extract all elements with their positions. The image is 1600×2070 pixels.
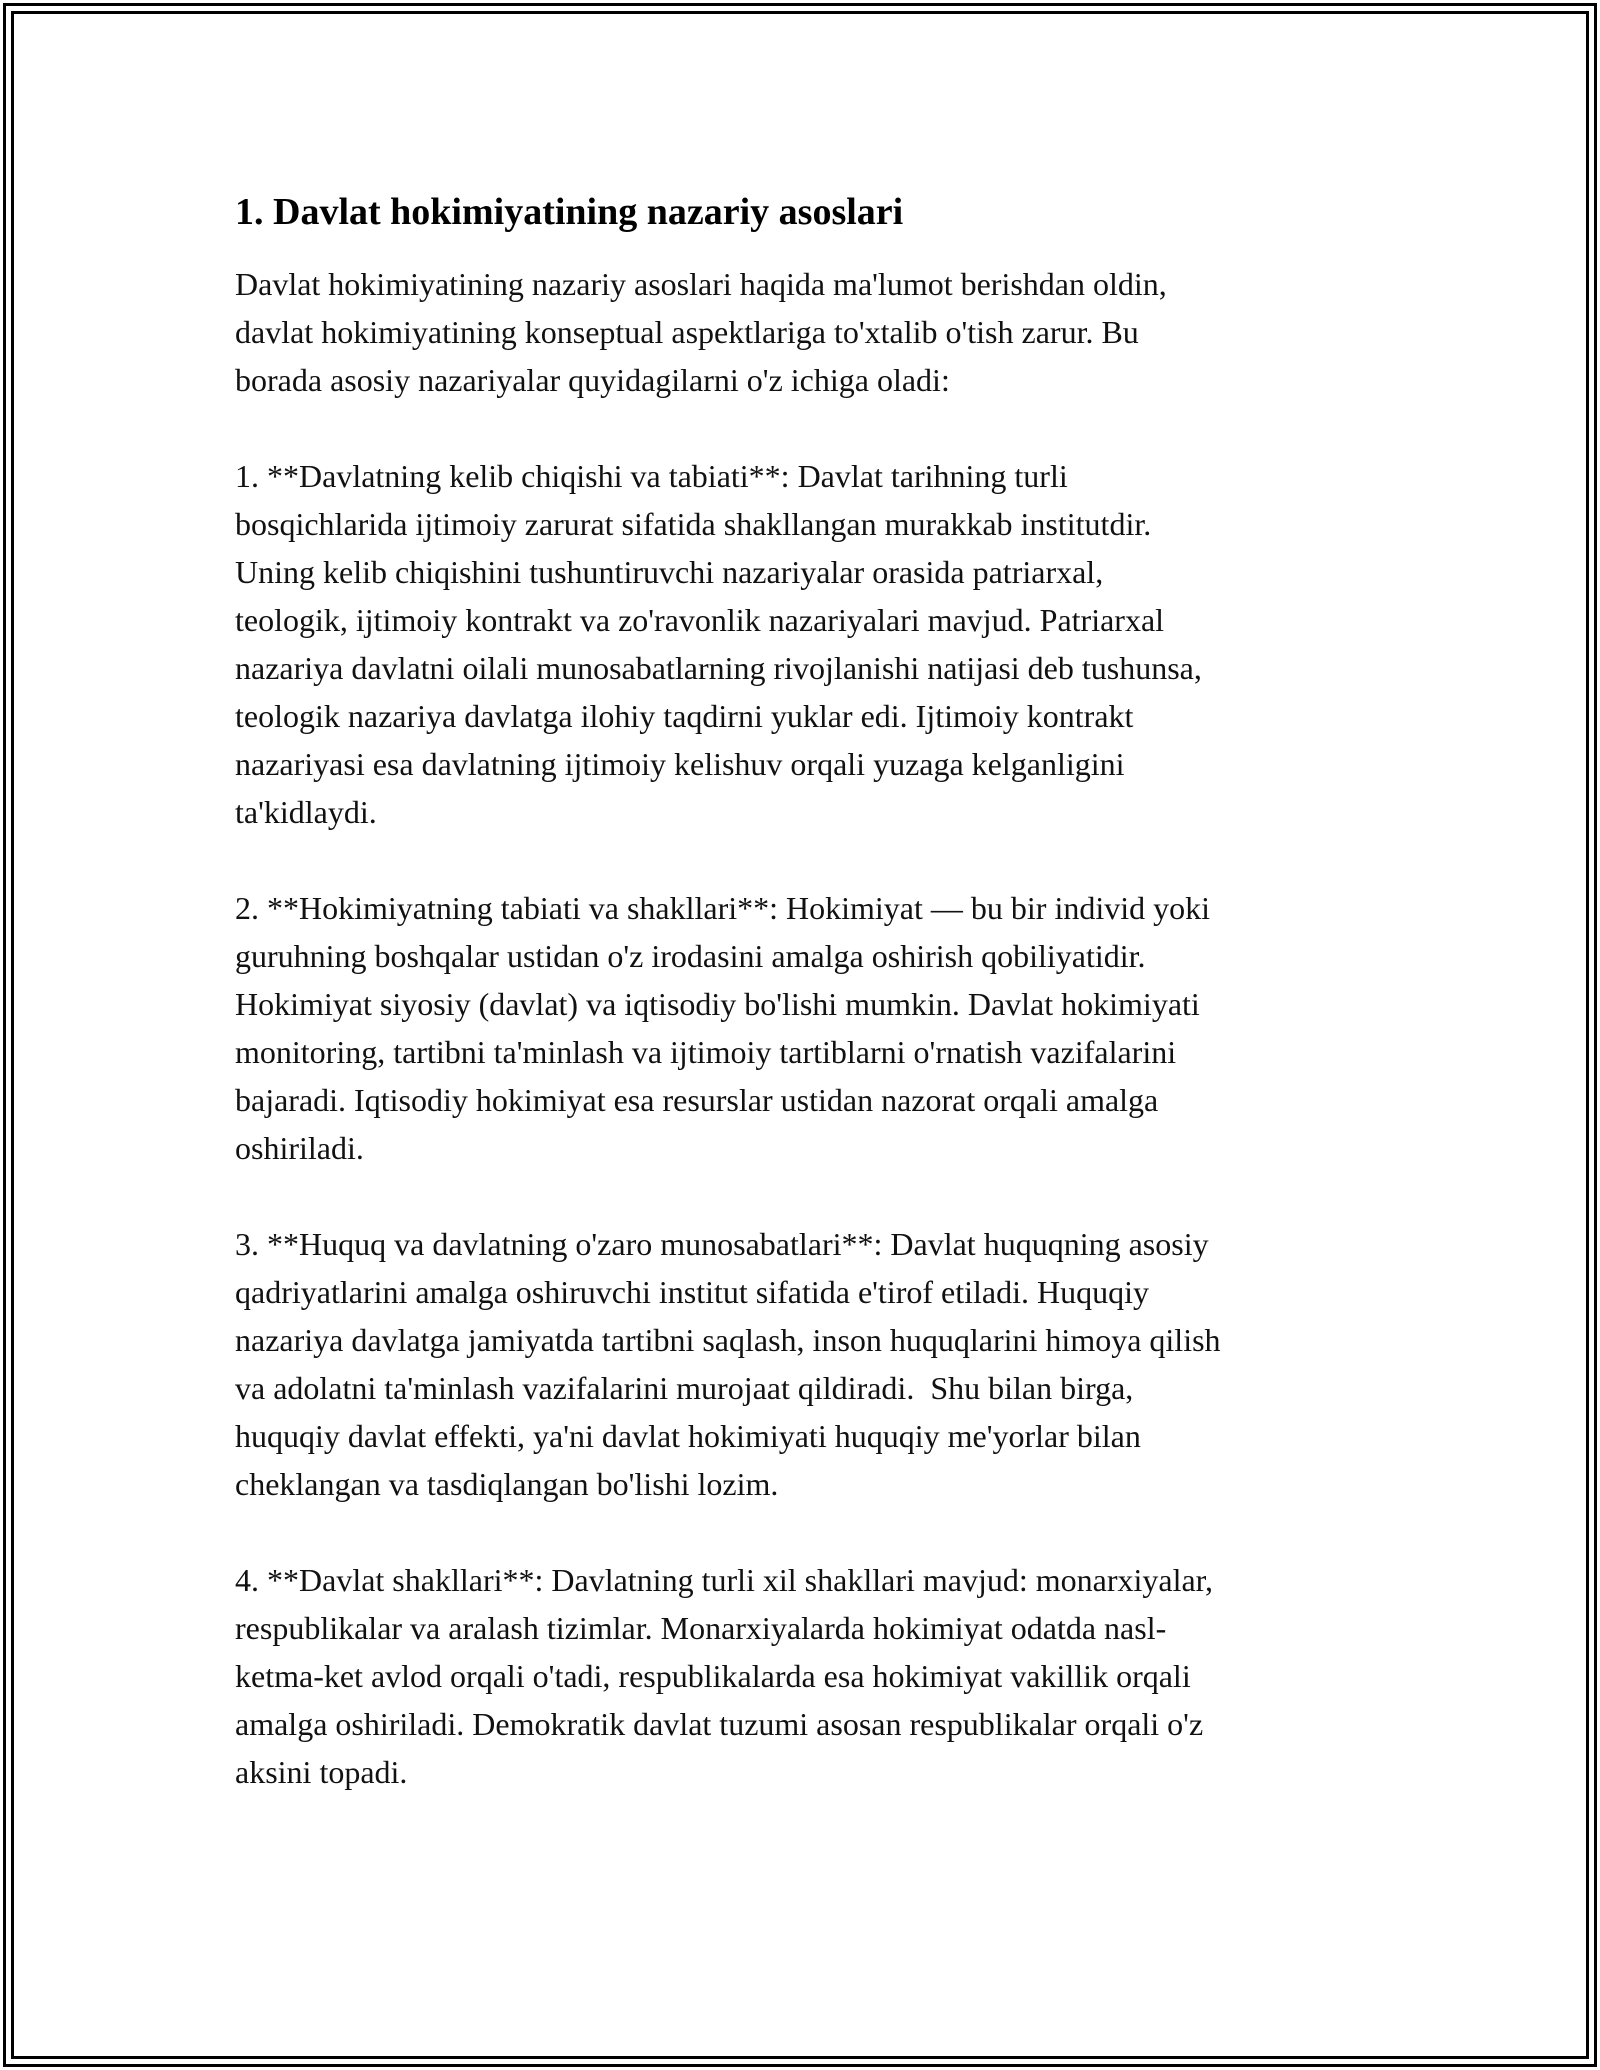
text-line: davlat hokimiyatining konseptual aspektlariga to'xtalib o'tish zarur. Bu bbox=[235, 314, 1139, 350]
list-item-paragraph bbox=[235, 452, 1375, 836]
section-heading: 1. Davlat hokimiyatining nazariy asoslari bbox=[235, 191, 904, 233]
text-line: nazariyasi esa davlatning ijtimoiy kelishuv orqali yuzaga kelganligini bbox=[235, 746, 1125, 782]
list-item-paragraph bbox=[235, 1556, 1375, 1796]
text-line: borada asosiy nazariyalar quyidagilarni o'z ichiga oladi: bbox=[235, 362, 950, 398]
document-body bbox=[235, 188, 1375, 1844]
text-line: ta'kidlaydi. bbox=[235, 794, 377, 830]
text-line: monitoring, tartibni ta'minlash va ijtimoiy tartiblarni o'rnatish vazifalarini bbox=[235, 1034, 1177, 1070]
text-line: ketma-ket avlod orqali o'tadi, respublikalarda esa hokimiyat vakillik orqali bbox=[235, 1658, 1191, 1694]
text-line: cheklangan va tasdiqlangan bo'lishi lozim. bbox=[235, 1466, 779, 1502]
list-item-paragraph bbox=[235, 884, 1375, 1172]
text-line: bosqichlarida ijtimoiy zarurat sifatida shakllangan murakkab institutdir. bbox=[235, 506, 1152, 542]
text-line: 3. **Huquq va davlatning o'zaro munosabatlari**: Davlat huquqning asosiy bbox=[235, 1226, 1209, 1262]
text-line: qadriyatlarini amalga oshiruvchi institut sifatida e'tirof etiladi. Huquqiy bbox=[235, 1274, 1149, 1310]
text-line: va adolatni ta'minlash vazifalarini murojaat qildiradi. Shu bilan birga, bbox=[235, 1370, 1134, 1406]
text-line: amalga oshiriladi. Demokratik davlat tuzumi asosan respublikalar orqali o'z bbox=[235, 1706, 1204, 1742]
text-line: teologik nazariya davlatga ilohiy taqdirni yuklar edi. Ijtimoiy kontrakt bbox=[235, 698, 1134, 734]
text-line: 4. **Davlat shakllari**: Davlatning turli xil shakllari mavjud: monarxiyalar, bbox=[235, 1562, 1214, 1598]
text-line: guruhning boshqalar ustidan o'z irodasini amalga oshirish qobiliyatidir. bbox=[235, 938, 1146, 974]
text-line: huquqiy davlat effekti, ya'ni davlat hokimiyati huquqiy me'yorlar bilan bbox=[235, 1418, 1141, 1454]
text-line: Hokimiyat siyosiy (davlat) va iqtisodiy bo'lishi mumkin. Davlat hokimiyati bbox=[235, 986, 1200, 1022]
text-line: nazariya davlatga jamiyatda tartibni saqlash, inson huquqlarini himoya qilish bbox=[235, 1322, 1221, 1358]
text-line: bajaradi. Iqtisodiy hokimiyat esa resurslar ustidan nazorat orqali amalga bbox=[235, 1082, 1159, 1118]
text-line: Uning kelib chiqishini tushuntiruvchi nazariyalar orasida patriarxal, bbox=[235, 554, 1104, 590]
text-line: 1. **Davlatning kelib chiqishi va tabiati**: Davlat tarihning turli bbox=[235, 458, 1068, 494]
text-line: oshiriladi. bbox=[235, 1130, 364, 1166]
text-line: aksini topadi. bbox=[235, 1754, 408, 1790]
text-line: respublikalar va aralash tizimlar. Monarxiyalarda hokimiyat odatda nasl- bbox=[235, 1610, 1167, 1646]
text-line: Davlat hokimiyatining nazariy asoslari haqida ma'lumot berishdan oldin, bbox=[235, 266, 1167, 302]
text-line: 2. **Hokimiyatning tabiati va shakllari**: Hokimiyat — bu bir individ yoki bbox=[235, 890, 1210, 926]
intro-paragraph bbox=[235, 260, 1375, 404]
text-line: nazariya davlatni oilali munosabatlarning rivojlanishi natijasi deb tushunsa, bbox=[235, 650, 1202, 686]
text-line: teologik, ijtimoiy kontrakt va zo'ravonlik nazariyalari mavjud. Patriarxal bbox=[235, 602, 1165, 638]
list-item-paragraph bbox=[235, 1220, 1375, 1508]
